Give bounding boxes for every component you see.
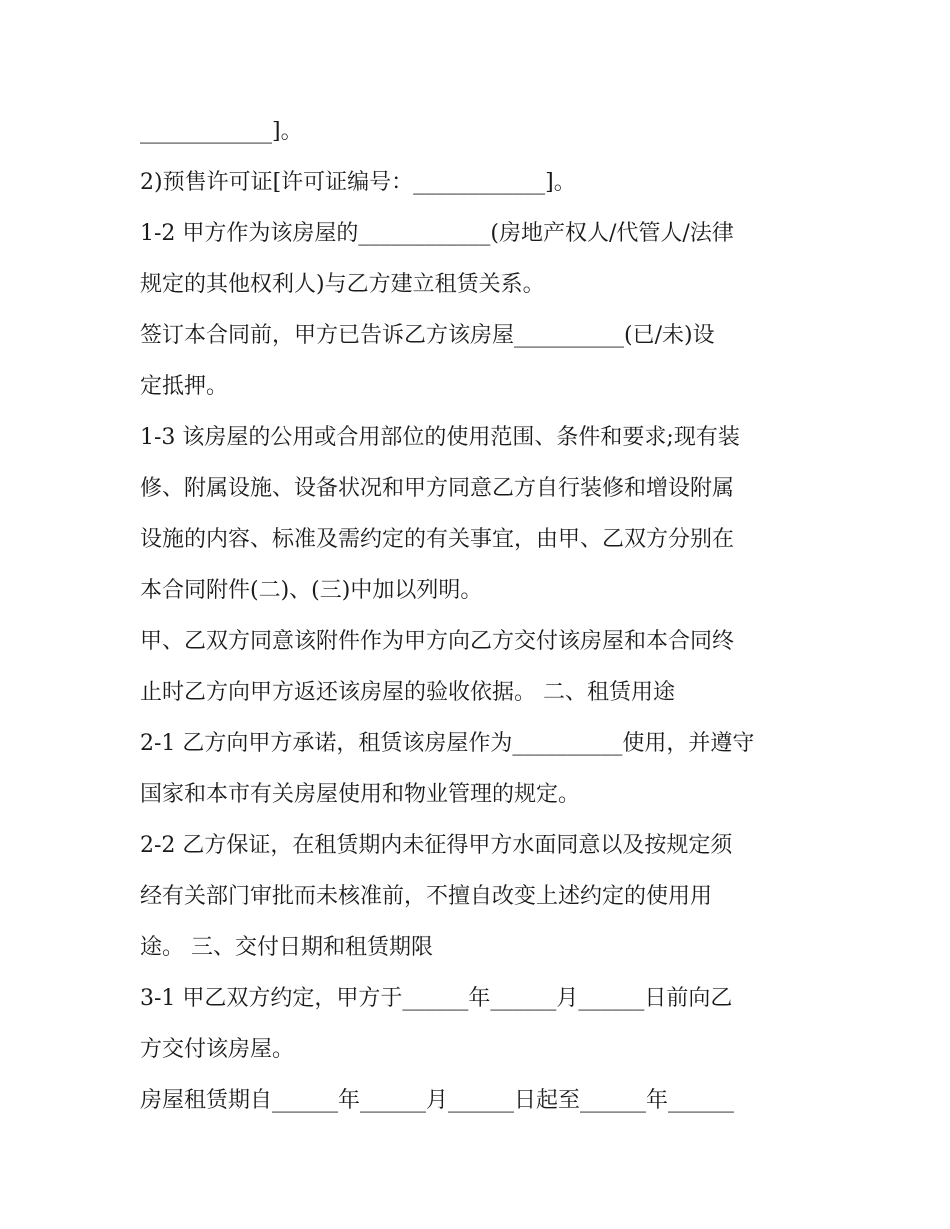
text-line: 定抵押。 [140, 374, 229, 399]
document-body [140, 106, 820, 1126]
text-line: 本合同附件(二)、(三)中加以列明。 [140, 578, 483, 603]
text-line: 国家和本市有关房屋使用和物业管理的规定。 [140, 782, 581, 807]
text-line: 1-3 该房屋的公用或合用部位的使用范围、条件和要求;现有装 [140, 425, 740, 450]
text-line: 设施的内容、标准及需约定的有关事宜，由甲、乙双方分别在 [140, 527, 735, 552]
text-line: 房屋租赁期自______年______月______日起至______年______ [140, 1088, 735, 1113]
text-line: ____________]。 [140, 119, 303, 144]
text-line: 2-1 乙方向甲方承诺，租赁该房屋作为__________使用，并遵守 [140, 731, 755, 756]
text-line: 2)预售许可证[许可证编号：____________]。 [140, 170, 576, 195]
text-line: 经有关部门审批而未核准前，不擅自改变上述约定的使用用 [140, 884, 713, 909]
text-line: 1-2 甲方作为该房屋的____________(房地产权人/代管人/法律 [140, 221, 734, 246]
text-line: 规定的其他权利人)与乙方建立租赁关系。 [140, 272, 545, 297]
text-line: 2-2 乙方保证，在租赁期内未征得甲方水面同意以及按规定须 [140, 833, 733, 858]
text-line: 甲、乙双方同意该附件作为甲方向乙方交付该房屋和本合同终 [140, 629, 735, 654]
text-line: 止时乙方向甲方返还该房屋的验收依据。 二、租赁用途 [140, 680, 675, 705]
text-line: 方交付该房屋。 [140, 1037, 295, 1062]
text-line: 途。 三、交付日期和租赁期限 [140, 935, 433, 960]
text-line: 签订本合同前，甲方已告诉乙方该房屋__________(已/未)设 [140, 323, 715, 348]
text-line: 3-1 甲乙双方约定，甲方于______年______月______日前向乙 [140, 986, 733, 1011]
text-line: 修、附属设施、设备状况和甲方同意乙方自行装修和增设附属 [140, 476, 735, 501]
